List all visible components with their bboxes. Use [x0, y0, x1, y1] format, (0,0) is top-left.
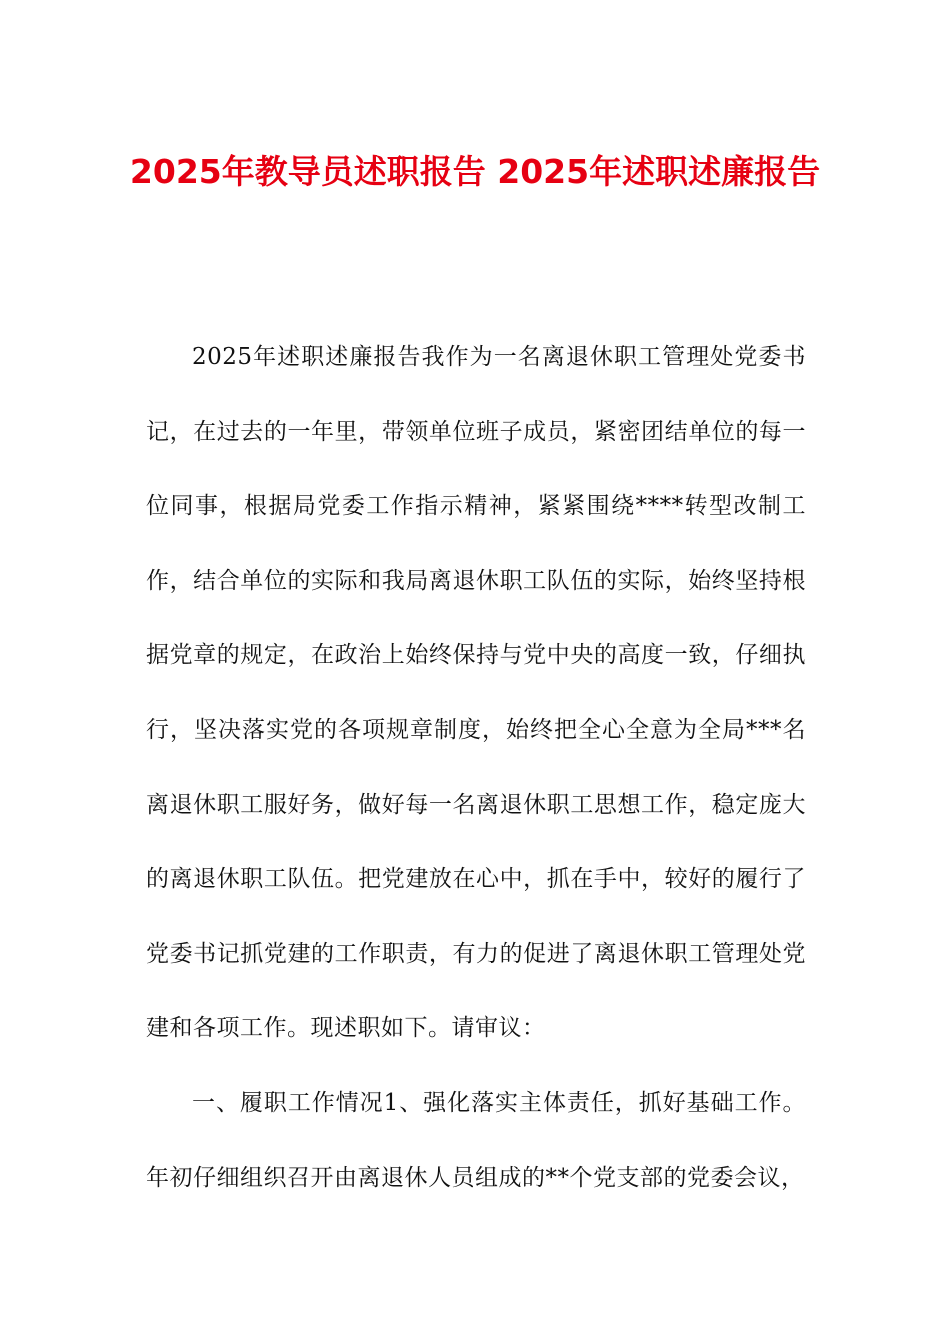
paragraph-intro: 2025年述职述廉报告我作为一名离退休职工管理处党委书记，在过去的一年里，带领单位班子成员，紧密团结单位的每一位同事，根据局党委工作指示精神，紧紧围绕****转型改制工作，结合单位的实际和我局离退休职工队伍的实际，始终坚持根据党章的规定，在政治上始终保持与党中央的高度一致，仔细执行，坚决落实党的各项规章制度，始终把全心全意为全局***名离退休职工服好务，做好每一名离退休职工思想工作，稳定庞大的离退休职工队伍。把党建放在心中，抓在手中，较好的履行了党委书记抓党建的工作职责，有力的促进了离退休职工管理处党建和各项工作。现述职如下。请审议：	[146, 344, 806, 1042]
paragraph-section-one: 一、履职工作情况1、强化落实主体责任，抓好基础工作。年初仔细组织召开由离退休人员组成的**个党支部的党委会议，	[146, 1089, 806, 1191]
document-title: 2025年教导员述职报告 2025年述职述廉报告	[129, 152, 821, 191]
document-body	[146, 320, 806, 1215]
